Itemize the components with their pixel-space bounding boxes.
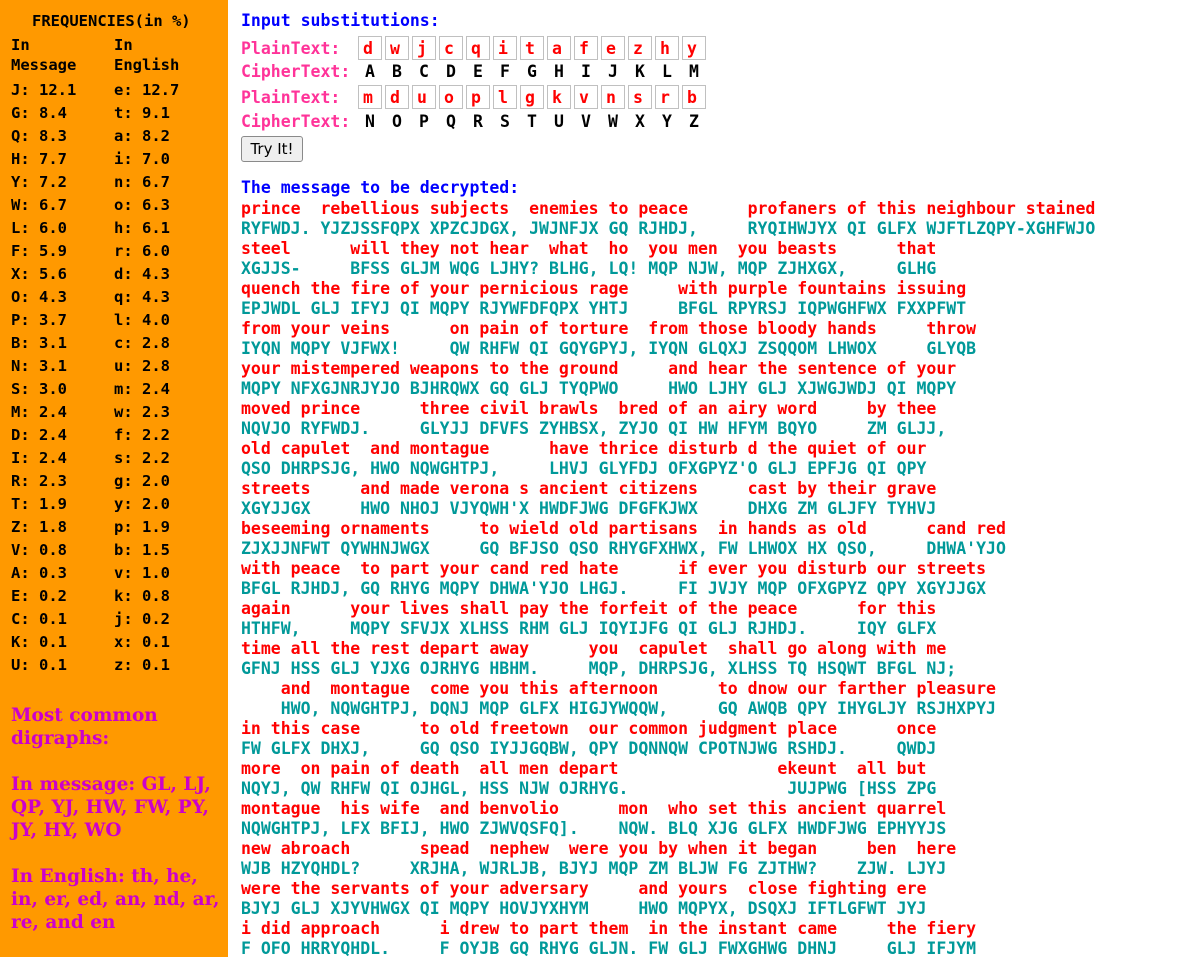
plaintext-line: beseeming ornaments to wield old partisans in hands as old cand red: [241, 519, 1006, 538]
plaintext-input[interactable]: o: [439, 85, 463, 109]
english-frequency: e: 12.7: [114, 81, 180, 99]
ciphertext-line: WJB HZYQHDL? XRJHA, WJRLJB, BJYJ MQP ZM BLJW FG ZJTHW? ZJW. LJYJ: [241, 859, 947, 878]
digraphs-message: In message: GL, LJ, QP, YJ, HW, FW, PY, JY, HY, WO: [11, 774, 211, 841]
message-frequency: U: 0.1: [11, 656, 67, 674]
message-frequency: R: 2.3: [11, 472, 67, 490]
message-frequency: L: 6.0: [11, 219, 67, 237]
message-frequency: F: 5.9: [11, 242, 67, 260]
ciphertext-line: BFGL RJHDJ, GQ RHYG MQPY DHWA'YJO LHGJ. FI JVJY MQP OFXGPYZ QPY XGYJJGX: [241, 579, 987, 598]
frequencies-title: FREQUENCIES(in %): [32, 12, 191, 30]
english-frequency: u: 2.8: [114, 357, 170, 375]
ciphertext-line: HWO, NQWGHTPJ, DQNJ MQP GLFX HIGJYWQQW, GQ AWQB QPY IHYGLJY RSJHXPYJ: [241, 699, 996, 718]
english-frequency: j: 0.2: [114, 610, 170, 628]
ciphertext-letter: L: [662, 62, 672, 81]
ciphertext-letter: D: [446, 62, 456, 81]
english-frequency: s: 2.2: [114, 449, 170, 467]
english-frequency: p: 1.9: [114, 518, 170, 536]
plaintext-input[interactable]: p: [466, 85, 490, 109]
ciphertext-line: XGJJS- BFSS GLJM WQG LJHY? BLHG, LQ! MQP NJW, MQP ZJHXGX, GLHG: [241, 259, 937, 278]
plaintext-line: again your lives shall pay the forfeit of the peace for this: [241, 599, 937, 618]
ciphertext-line: NQWGHTPJ, LFX BFIJ, HWO ZJWVQSFQ]. NQW. BLQ XJG GLFX HWDFJWG EPHYYJS: [241, 819, 947, 838]
plaintext-line: new abroach spead nephew were you by when it began ben here: [241, 839, 957, 858]
english-frequency: n: 6.7: [114, 173, 170, 191]
ciphertext-letter: F: [500, 62, 510, 81]
english-frequency: q: 4.3: [114, 288, 170, 306]
ciphertext-letter: E: [473, 62, 483, 81]
ciphertext-line: NQVJO RYFWDJ. GLYJJ DFVFS ZYHBSX, ZYJO QI HW HFYM BQYO ZM GLJJ,: [241, 419, 947, 438]
digraphs-title: Most common digraphs:: [11, 705, 158, 749]
ciphertext-letter: C: [419, 62, 429, 81]
plaintext-input[interactable]: r: [655, 85, 679, 109]
plaintext-input[interactable]: g: [520, 85, 544, 109]
ciphertext-line: BJYJ GLJ XJYVHWGX QI MQPY HOVJYXHYM HWO MQPYX, DSQXJ IFTLGFWT JYJ: [241, 899, 927, 918]
plaintext-input[interactable]: j: [412, 36, 436, 60]
plaintext-line: your mistempered weapons to the ground and hear the sentence of your: [241, 359, 957, 378]
plaintext-input[interactable]: w: [385, 36, 409, 60]
ciphertext-letter: Z: [689, 112, 699, 131]
message-frequency: Z: 1.8: [11, 518, 67, 536]
plaintext-input[interactable]: a: [547, 36, 571, 60]
ciphertext-letter: V: [581, 112, 591, 131]
english-frequency: g: 2.0: [114, 472, 170, 490]
plaintext-input[interactable]: t: [520, 36, 544, 60]
english-frequency: y: 2.0: [114, 495, 170, 513]
try-it-button[interactable]: Try It!: [241, 136, 303, 162]
message-frequency: H: 7.7: [11, 150, 67, 168]
substitutions-heading: Input substitutions:: [241, 11, 440, 30]
english-frequency: k: 0.8: [114, 587, 170, 605]
english-frequency: l: 4.0: [114, 311, 170, 329]
message-frequency: D: 2.4: [11, 426, 67, 444]
english-frequency: w: 2.3: [114, 403, 170, 421]
plaintext-line: steel will they not hear what ho you men you beasts that: [241, 239, 937, 258]
plaintext-input[interactable]: f: [574, 36, 598, 60]
ciphertext-letter: K: [635, 62, 645, 81]
message-frequency: X: 5.6: [11, 265, 67, 283]
message-frequency: E: 0.2: [11, 587, 67, 605]
ciphertext-row-2: [241, 112, 699, 132]
plaintext-input[interactable]: k: [547, 85, 571, 109]
plaintext-input[interactable]: v: [574, 85, 598, 109]
ciphertext-letter: R: [473, 112, 483, 131]
english-frequency: h: 6.1: [114, 219, 170, 237]
ciphertext-line: F OFO HRRYQHDL. F OYJB GQ RHYG GLJN. FW GLJ FWXGHWG DHNJ GLJ IFJYM: [241, 939, 977, 958]
message-frequency: Y: 7.2: [11, 173, 67, 191]
plaintext-input[interactable]: z: [628, 36, 652, 60]
plaintext-line: in this case to old freetown our common judgment place once: [241, 719, 937, 738]
ciphertext-letter: U: [554, 112, 564, 131]
plaintext-line: quench the fire of your pernicious rage with purple fountains issuing: [241, 279, 967, 298]
ciphertext-letter: T: [527, 112, 537, 131]
english-frequency: r: 6.0: [114, 242, 170, 260]
english-frequency: a: 8.2: [114, 127, 170, 145]
ciphertext-letter: I: [581, 62, 591, 81]
plaintext-input[interactable]: d: [385, 85, 409, 109]
message-frequency: O: 4.3: [11, 288, 67, 306]
message-frequency: K: 0.1: [11, 633, 67, 651]
ciphertext-line: GFNJ HSS GLJ YJXG OJRHYG HBHM. MQP, DHRPSJG, XLHSS TQ HSQWT BFGL NJ;: [241, 659, 957, 678]
message-frequency: C: 0.1: [11, 610, 67, 628]
message-frequency: T: 1.9: [11, 495, 67, 513]
ciphertext-label: CipherText:: [241, 112, 351, 131]
plaintext-input[interactable]: h: [655, 36, 679, 60]
plaintext-input[interactable]: u: [412, 85, 436, 109]
plaintext-line: and montague come you this afternoon to dnow our farther pleasure: [241, 679, 996, 698]
ciphertext-label: CipherText:: [241, 62, 351, 81]
plaintext-input[interactable]: d: [358, 36, 382, 60]
column-header-english: In English: [114, 36, 180, 74]
ciphertext-line: MQPY NFXGJNRJYJO BJHRQWX GQ GLJ TYQPWO HWO LJHY GLJ XJWGJWDJ QI MQPY: [241, 379, 957, 398]
ciphertext-letter: O: [392, 112, 402, 131]
plaintext-line: old capulet and montague have thrice disturb d the quiet of our: [241, 439, 927, 458]
ciphertext-line: ZJXJJNFWT QYWHNJWGX GQ BFJSO QSO RHYGFXHWX, FW LHWOX HX QSO, DHWA'YJO: [241, 539, 1006, 558]
plaintext-row-2: [241, 85, 697, 111]
message-frequency: A: 0.3: [11, 564, 67, 582]
ciphertext-line: RYFWDJ. YJZJSSFQPX XPZCJDGX, JWJNFJX GQ RJHDJ, RYQIHWJYX QI GLFX WJFTLZQPY-XGHFWJO: [241, 219, 1096, 238]
english-frequency: v: 1.0: [114, 564, 170, 582]
plaintext-line: i did approach i drew to part them in the instant came the fiery: [241, 919, 977, 938]
plaintext-line: time all the rest depart away you capulet shall go along with me: [241, 639, 947, 658]
plaintext-line: with peace to part your cand red hate if ever you disturb our streets: [241, 559, 987, 578]
plaintext-input[interactable]: c: [439, 36, 463, 60]
english-frequency: t: 9.1: [114, 104, 170, 122]
ciphertext-letter: B: [392, 62, 402, 81]
message-frequency: N: 3.1: [11, 357, 67, 375]
ciphertext-letter: H: [554, 62, 564, 81]
digraphs-english: In English: th, he, in, er, ed, an, nd, ar, re, and en: [11, 866, 220, 933]
english-frequency: o: 6.3: [114, 196, 170, 214]
message-frequency: I: 2.4: [11, 449, 67, 467]
english-frequency: z: 0.1: [114, 656, 170, 674]
column-header-message: In Message: [11, 36, 77, 74]
ciphertext-line: HTHFW, MQPY SFVJX XLHSS RHM GLJ IQYIJFG QI GLJ RJHDJ. IQY GLFX: [241, 619, 937, 638]
english-frequency: m: 2.4: [114, 380, 170, 398]
plaintext-input[interactable]: n: [601, 85, 625, 109]
ciphertext-letter: Q: [446, 112, 456, 131]
ciphertext-line: XGYJJGX HWO NHOJ VJYQWH'X HWDFJWG DFGFKJWX DHXG ZM GLJFY TYHVJ: [241, 499, 937, 518]
english-frequency: d: 4.3: [114, 265, 170, 283]
ciphertext-letter: Y: [662, 112, 672, 131]
plaintext-input[interactable]: b: [682, 85, 706, 109]
plaintext-input[interactable]: i: [493, 36, 517, 60]
plaintext-input[interactable]: l: [493, 85, 517, 109]
ciphertext-letter: N: [365, 112, 375, 131]
message-frequency: V: 0.8: [11, 541, 67, 559]
plaintext-line: from your veins on pain of torture from those bloody hands throw: [241, 319, 977, 338]
ciphertext-letter: G: [527, 62, 537, 81]
message-frequency: W: 6.7: [11, 196, 67, 214]
plaintext-input[interactable]: q: [466, 36, 490, 60]
plaintext-input[interactable]: m: [358, 85, 382, 109]
english-frequency: b: 1.5: [114, 541, 170, 559]
ciphertext-line: NQYJ, QW RHFW QI OJHGL, HSS NJW OJRHYG. JUJPWG [HSS ZPG: [241, 779, 937, 798]
ciphertext-line: QSO DHRPSJG, HWO NQWGHTPJ, LHVJ GLYFDJ OFXGPYZ'O GLJ EPFJG QI QPY: [241, 459, 927, 478]
ciphertext-letter: X: [635, 112, 645, 131]
message-frequency: B: 3.1: [11, 334, 67, 352]
plaintext-line: streets and made verona s ancient citizens cast by their grave: [241, 479, 937, 498]
ciphertext-line: FW GLFX DHXJ, GQ QSO IYJJGQBW, QPY DQNNQW CPOTNJWG RSHDJ. QWDJ: [241, 739, 937, 758]
ciphertext-line: EPJWDL GLJ IFYJ QI MQPY RJYWFDFQPX YHTJ BFGL RPYRSJ IQPWGHFWX FXXPFWT: [241, 299, 967, 318]
ciphertext-line: IYQN MQPY VJFWX! QW RHFW QI GQYGPYJ, IYQN GLQXJ ZSQQOM LHWOX GLYQB: [241, 339, 977, 358]
message-frequency: Q: 8.3: [11, 127, 67, 145]
message-frequency: P: 3.7: [11, 311, 67, 329]
english-frequency: x: 0.1: [114, 633, 170, 651]
message-frequency: G: 8.4: [11, 104, 67, 122]
ciphertext-letter: M: [689, 62, 699, 81]
ciphertext-letter: W: [608, 112, 618, 131]
ciphertext-letter: J: [608, 62, 618, 81]
message-frequency: M: 2.4: [11, 403, 67, 421]
plaintext-label: PlainText:: [241, 88, 341, 107]
plaintext-line: prince rebellious subjects enemies to peace profaners of this neighbour stained: [241, 199, 1096, 218]
ciphertext-letter: A: [365, 62, 375, 81]
plaintext-row-1: [241, 36, 697, 62]
english-frequency: f: 2.2: [114, 426, 170, 444]
plaintext-input[interactable]: s: [628, 85, 652, 109]
message-frequency: S: 3.0: [11, 380, 67, 398]
plaintext-label: PlainText:: [241, 39, 341, 58]
plaintext-line: moved prince three civil brawls bred of an airy word by thee: [241, 399, 937, 418]
plaintext-line: montague his wife and benvolio mon who set this ancient quarrel: [241, 799, 947, 818]
ciphertext-letter: P: [419, 112, 429, 131]
message-body: [241, 199, 1095, 959]
english-frequency: i: 7.0: [114, 150, 170, 168]
message-heading: The message to be decrypted:: [241, 178, 520, 197]
plaintext-input[interactable]: e: [601, 36, 625, 60]
ciphertext-letter: S: [500, 112, 510, 131]
plaintext-line: were the servants of your adversary and yours close fighting ere: [241, 879, 927, 898]
ciphertext-row-1: [241, 62, 699, 82]
message-frequency: J: 12.1: [11, 81, 77, 99]
english-frequency: c: 2.8: [114, 334, 170, 352]
plaintext-line: more on pain of death all men depart ekeunt all but: [241, 759, 927, 778]
plaintext-input[interactable]: y: [682, 36, 706, 60]
